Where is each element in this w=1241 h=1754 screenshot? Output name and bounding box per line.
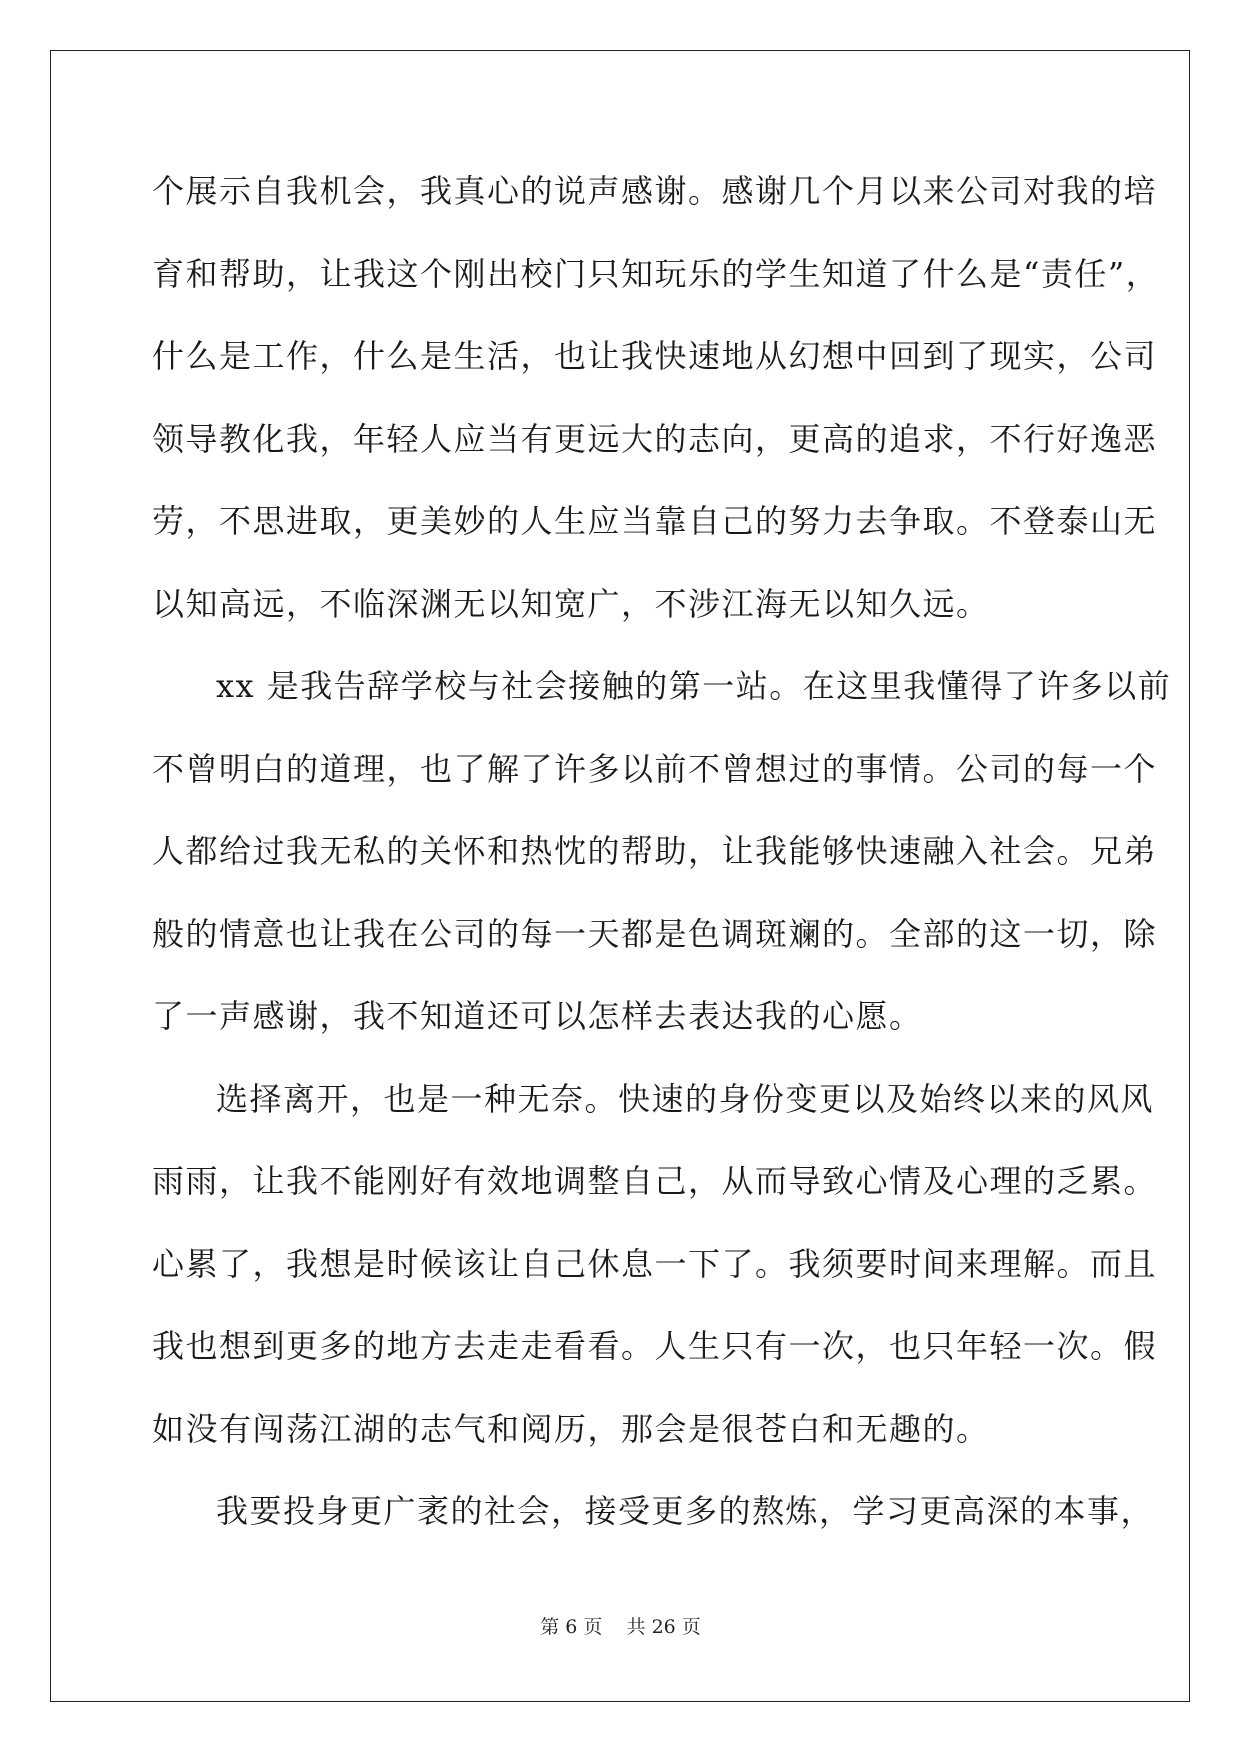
text-line: 如没有闯荡江湖的志气和阅历，那会是很苍白和无趣的。 — [152, 1409, 990, 1448]
text-line: 以知高远，不临深渊无以知宽广，不涉江海无以知久远。 — [152, 584, 990, 623]
paragraph-first-line: 我要投身更广袤的社会，接受更多的熬炼，学习更高深的本事， — [216, 1492, 1155, 1530]
text-line: 领导教化我，年轻人应当有更远大的志向，更高的追求，不行好逸恶 — [152, 419, 1158, 458]
text-line: 不曾明白的道理，也了解了许多以前不曾想过的事情。公司的每一个 — [152, 749, 1158, 788]
text-line: 个展示自我机会，我真心的说声感谢。感谢几个月以来公司对我的培 — [152, 172, 1158, 210]
text-line: 心累了，我想是时候该让自己休息一下了。我须要时间来理解。而且 — [152, 1244, 1158, 1283]
text-line: 劳，不思进取，更美妙的人生应当靠自己的努力去争取。不登泰山无 — [152, 502, 1158, 540]
page-number-footer: 第 6 页 共 26 页 — [540, 1616, 701, 1638]
paragraph-first-line: 选择离开，也是一种无奈。快速的身份变更以及始终以来的风风 — [216, 1079, 1155, 1118]
document-body — [152, 160, 1172, 1563]
paragraph-first-line: xx 是我告辞学校与社会接触的第一站。在这里我懂得了许多以前 — [216, 667, 1172, 705]
text-line: 育和帮助，让我这个刚出校门只知玩乐的学生知道了什么是“责任”， — [152, 254, 1160, 293]
text-line: 什么是工作，什么是生活，也让我快速地从幻想中回到了现实，公司 — [152, 337, 1158, 375]
text-line: 雨雨，让我不能刚好有效地调整自己，从而导致心情及心理的乏累。 — [152, 1162, 1158, 1200]
text-line: 人都给过我无私的关怀和热忱的帮助，让我能够快速融入社会。兄弟 — [152, 832, 1158, 870]
text-line: 了一声感谢，我不知道还可以怎样去表达我的心愿。 — [152, 997, 923, 1035]
text-line: 般的情意也让我在公司的每一天都是色调斑斓的。全部的这一切，除 — [152, 914, 1158, 953]
text-line: 我也想到更多的地方去走走看看。人生只有一次，也只年轻一次。假 — [152, 1327, 1158, 1365]
